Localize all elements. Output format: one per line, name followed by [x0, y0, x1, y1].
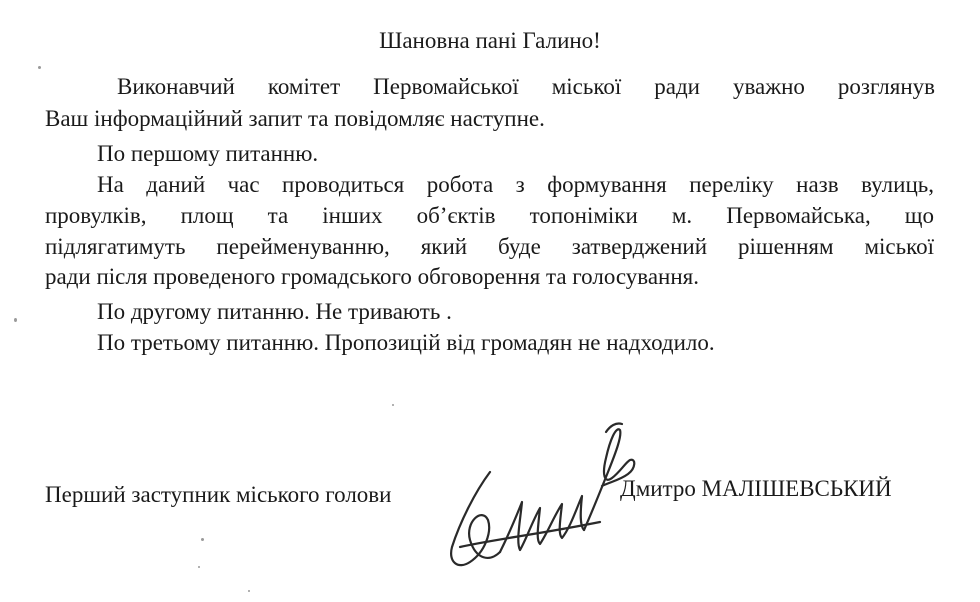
paper-speck: [248, 590, 250, 592]
paper-speck: [14, 318, 17, 322]
paper-speck: [201, 538, 204, 541]
paragraph-4: По другому питанню. Не тривають .: [97, 299, 452, 324]
paragraph-3-line-1: На даний час проводиться робота з формування переліку назв вулиць,: [97, 172, 934, 197]
paper-speck: [392, 404, 394, 406]
paragraph-3-line-2: провулків, площ та інших об’єктів топоніміки м. Первомайська, що: [45, 203, 934, 228]
paragraph-2: По першому питанню.: [97, 141, 319, 166]
paragraph-5: По третьому питанню. Пропозицій від громадян не надходило.: [97, 330, 715, 355]
paragraph-3-line-4: ради після проведеного громадського обговорення та голосування.: [45, 264, 700, 289]
paper-speck: [198, 566, 200, 568]
paragraph-1-line-1: Виконавчий комітет Первомайської міської ради уважно розглянув: [117, 74, 935, 99]
greeting: Шановна пані Галино!: [379, 28, 601, 53]
paper-speck: [38, 66, 41, 69]
signatory-position: Перший заступник міського голови: [45, 482, 392, 507]
signatory-name: Дмитро МАЛІШЕВСЬКИЙ: [620, 476, 892, 501]
paragraph-3-line-3: підлягатимуть перейменуванню, який буде затверджений рішенням міської: [45, 234, 934, 259]
handwritten-signature-icon: [430, 412, 660, 590]
paragraph-1-line-2: Ваш інформаційний запит та повідомляє наступне.: [45, 106, 545, 131]
